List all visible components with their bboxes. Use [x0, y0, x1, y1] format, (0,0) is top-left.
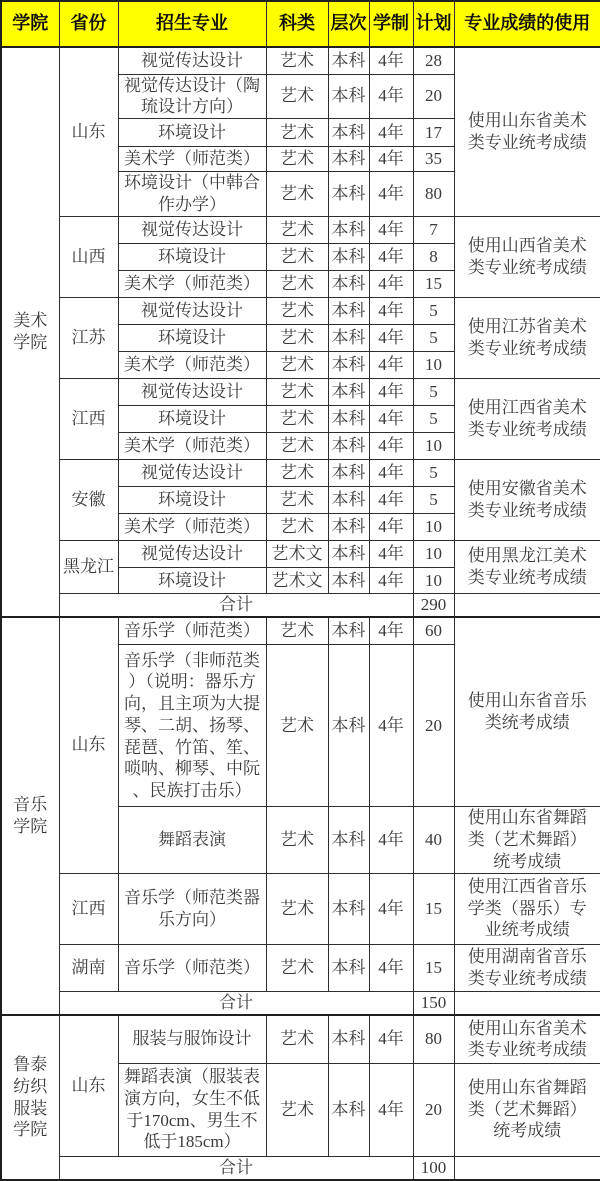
- table-row: [1, 217, 600, 244]
- plan-cell: 35: [413, 147, 454, 172]
- duration-cell: 4年: [369, 352, 413, 379]
- category-cell: 艺术文: [266, 568, 328, 594]
- level-cell: 本科: [328, 460, 369, 487]
- major-cell: 环境设计: [118, 487, 266, 514]
- duration-cell: 4年: [369, 379, 413, 406]
- level-cell: 本科: [328, 807, 369, 873]
- score-use-cell: 使用江苏省美术类专业统考成绩: [454, 298, 600, 379]
- total-plan-cell: 150: [413, 991, 454, 1015]
- duration-cell: 4年: [369, 172, 413, 217]
- major-cell: 环境设计: [118, 325, 266, 352]
- empty-cell: [454, 991, 600, 1015]
- category-cell: 艺术: [266, 172, 328, 217]
- level-cell: 本科: [328, 514, 369, 541]
- category-cell: 艺术: [266, 944, 328, 991]
- category-cell: 艺术: [266, 74, 328, 119]
- plan-cell: 10: [413, 433, 454, 460]
- score-use-cell: 使用江西省音乐学类（器乐）专业统考成绩: [454, 873, 600, 944]
- table-row: [1, 460, 600, 487]
- college-cell: 鲁泰纺织服装学院: [1, 1015, 59, 1180]
- table-row: [1, 944, 600, 991]
- plan-cell: 15: [413, 271, 454, 298]
- level-cell: 本科: [328, 325, 369, 352]
- major-cell: 美术学（师范类）: [118, 352, 266, 379]
- level-cell: 本科: [328, 147, 369, 172]
- province-cell: 山西: [59, 217, 118, 298]
- duration-cell: 4年: [369, 147, 413, 172]
- duration-cell: 4年: [369, 541, 413, 568]
- province-cell: 山东: [59, 617, 118, 873]
- category-cell: 艺术: [266, 873, 328, 944]
- plan-cell: 80: [413, 172, 454, 217]
- category-cell: 艺术: [266, 807, 328, 873]
- total-row: [1, 594, 600, 617]
- major-cell: 视觉传达设计: [118, 47, 266, 74]
- duration-cell: 4年: [369, 433, 413, 460]
- major-cell: 美术学（师范类）: [118, 433, 266, 460]
- college-cell: 音乐学院: [1, 617, 59, 1015]
- table-row: [1, 298, 600, 325]
- level-cell: 本科: [328, 541, 369, 568]
- level-cell: 本科: [328, 433, 369, 460]
- province-cell: 山东: [59, 47, 118, 217]
- duration-cell: 4年: [369, 298, 413, 325]
- plan-cell: 7: [413, 217, 454, 244]
- table-row: [1, 47, 600, 74]
- level-cell: 本科: [328, 944, 369, 991]
- plan-cell: 40: [413, 807, 454, 873]
- level-cell: 本科: [328, 74, 369, 119]
- score-use-cell: 使用山东省美术类专业统考成绩: [454, 1015, 600, 1063]
- header-level: 层次: [328, 1, 369, 47]
- header-score-use: 专业成绩的使用: [454, 1, 600, 47]
- major-cell: 视觉传达设计: [118, 379, 266, 406]
- province-cell: 湖南: [59, 944, 118, 991]
- duration-cell: 4年: [369, 514, 413, 541]
- plan-cell: 10: [413, 514, 454, 541]
- category-cell: 艺术: [266, 298, 328, 325]
- category-cell: 艺术: [266, 460, 328, 487]
- plan-cell: 5: [413, 406, 454, 433]
- province-cell: 黑龙江: [59, 541, 118, 594]
- level-cell: 本科: [328, 119, 369, 147]
- duration-cell: 4年: [369, 325, 413, 352]
- plan-cell: 10: [413, 568, 454, 594]
- total-row: [1, 991, 600, 1015]
- header-duration: 学制: [369, 1, 413, 47]
- major-cell: 环境设计: [118, 119, 266, 147]
- category-cell: 艺术: [266, 645, 328, 807]
- duration-cell: 4年: [369, 47, 413, 74]
- level-cell: 本科: [328, 873, 369, 944]
- plan-cell: 80: [413, 1015, 454, 1063]
- plan-cell: 5: [413, 487, 454, 514]
- table-row: [1, 1015, 600, 1063]
- category-cell: 艺术: [266, 47, 328, 74]
- province-cell: 江苏: [59, 298, 118, 379]
- plan-cell: 8: [413, 244, 454, 271]
- province-cell: 江西: [59, 873, 118, 944]
- duration-cell: 4年: [369, 217, 413, 244]
- score-use-cell: 使用安徽省美术类专业统考成绩: [454, 460, 600, 541]
- table-row: [1, 541, 600, 568]
- level-cell: 本科: [328, 298, 369, 325]
- category-cell: 艺术: [266, 217, 328, 244]
- plan-cell: 60: [413, 617, 454, 645]
- duration-cell: 4年: [369, 460, 413, 487]
- level-cell: 本科: [328, 379, 369, 406]
- major-cell: 视觉传达设计: [118, 541, 266, 568]
- plan-cell: 5: [413, 298, 454, 325]
- duration-cell: 4年: [369, 74, 413, 119]
- header-major: 招生专业: [118, 1, 266, 47]
- level-cell: 本科: [328, 568, 369, 594]
- level-cell: 本科: [328, 617, 369, 645]
- major-cell: 音乐学（师范类）: [118, 944, 266, 991]
- level-cell: 本科: [328, 487, 369, 514]
- category-cell: 艺术文: [266, 541, 328, 568]
- level-cell: 本科: [328, 1063, 369, 1156]
- score-use-cell: 使用江西省美术类专业统考成绩: [454, 379, 600, 460]
- plan-cell: 5: [413, 460, 454, 487]
- duration-cell: 4年: [369, 944, 413, 991]
- category-cell: 艺术: [266, 617, 328, 645]
- major-cell: 美术学（师范类）: [118, 147, 266, 172]
- major-cell: 环境设计（中韩合作办学）: [118, 172, 266, 217]
- duration-cell: 4年: [369, 1063, 413, 1156]
- plan-cell: 10: [413, 352, 454, 379]
- plan-cell: 20: [413, 1063, 454, 1156]
- category-cell: 艺术: [266, 514, 328, 541]
- total-plan-cell: 100: [413, 1156, 454, 1180]
- score-use-cell: 使用山东省美术类专业统考成绩: [454, 47, 600, 217]
- major-cell: 音乐学（师范类器乐方向）: [118, 873, 266, 944]
- duration-cell: 4年: [369, 645, 413, 807]
- category-cell: 艺术: [266, 325, 328, 352]
- province-cell: 安徽: [59, 460, 118, 541]
- score-use-cell: 使用山西省美术类专业统考成绩: [454, 217, 600, 298]
- duration-cell: 4年: [369, 271, 413, 298]
- major-cell: 视觉传达设计: [118, 217, 266, 244]
- duration-cell: 4年: [369, 487, 413, 514]
- plan-cell: 20: [413, 645, 454, 807]
- major-cell: 美术学（师范类）: [118, 514, 266, 541]
- plan-cell: 15: [413, 944, 454, 991]
- level-cell: 本科: [328, 172, 369, 217]
- duration-cell: 4年: [369, 807, 413, 873]
- category-cell: 艺术: [266, 406, 328, 433]
- major-cell: 服装与服饰设计: [118, 1015, 266, 1063]
- score-use-cell: 使用山东省音乐类统考成绩: [454, 617, 600, 807]
- major-cell: 视觉传达设计: [118, 298, 266, 325]
- level-cell: 本科: [328, 271, 369, 298]
- total-label-cell: 合计: [59, 1156, 413, 1180]
- major-cell: 环境设计: [118, 244, 266, 271]
- major-cell: 舞蹈表演（服装表演方向，女生不低于170cm、男生不低于185cm）: [118, 1063, 266, 1156]
- empty-cell: [454, 1156, 600, 1180]
- score-use-cell: 使用黑龙江美术类专业统考成绩: [454, 541, 600, 594]
- category-cell: 艺术: [266, 1015, 328, 1063]
- major-cell: 环境设计: [118, 568, 266, 594]
- province-cell: 山东: [59, 1015, 118, 1156]
- category-cell: 艺术: [266, 433, 328, 460]
- plan-cell: 5: [413, 379, 454, 406]
- college-cell: 美术学院: [1, 47, 59, 617]
- level-cell: 本科: [328, 406, 369, 433]
- category-cell: 艺术: [266, 487, 328, 514]
- category-cell: 艺术: [266, 1063, 328, 1156]
- level-cell: 本科: [328, 645, 369, 807]
- major-cell: 视觉传达设计: [118, 460, 266, 487]
- duration-cell: 4年: [369, 873, 413, 944]
- category-cell: 艺术: [266, 352, 328, 379]
- plan-cell: 28: [413, 47, 454, 74]
- duration-cell: 4年: [369, 119, 413, 147]
- duration-cell: 4年: [369, 244, 413, 271]
- total-row: [1, 1156, 600, 1180]
- duration-cell: 4年: [369, 1015, 413, 1063]
- major-cell: 视觉传达设计（陶琉设计方向）: [118, 74, 266, 119]
- category-cell: 艺术: [266, 271, 328, 298]
- duration-cell: 4年: [369, 568, 413, 594]
- duration-cell: 4年: [369, 617, 413, 645]
- total-plan-cell: 290: [413, 594, 454, 617]
- score-use-cell: 使用湖南省音乐类专业统考成绩: [454, 944, 600, 991]
- category-cell: 艺术: [266, 119, 328, 147]
- major-cell: 美术学（师范类）: [118, 271, 266, 298]
- major-cell: 环境设计: [118, 406, 266, 433]
- major-cell: 舞蹈表演: [118, 807, 266, 873]
- category-cell: 艺术: [266, 147, 328, 172]
- major-cell: 音乐学（师范类）: [118, 617, 266, 645]
- plan-cell: 5: [413, 325, 454, 352]
- level-cell: 本科: [328, 352, 369, 379]
- category-cell: 艺术: [266, 244, 328, 271]
- total-label-cell: 合计: [59, 991, 413, 1015]
- table-row: [1, 617, 600, 645]
- level-cell: 本科: [328, 1015, 369, 1063]
- plan-cell: 15: [413, 873, 454, 944]
- province-cell: 江西: [59, 379, 118, 460]
- level-cell: 本科: [328, 244, 369, 271]
- plan-cell: 17: [413, 119, 454, 147]
- table-row: [1, 873, 600, 944]
- duration-cell: 4年: [369, 406, 413, 433]
- table-row: [1, 379, 600, 406]
- score-use-cell: 使用山东省舞蹈类（艺术舞蹈）统考成绩: [454, 1063, 600, 1156]
- header-plan: 计划: [413, 1, 454, 47]
- plan-cell: 20: [413, 74, 454, 119]
- header-college: 学院: [1, 1, 59, 47]
- plan-cell: 10: [413, 541, 454, 568]
- score-use-cell: 使用山东省舞蹈类（艺术舞蹈）统考成绩: [454, 807, 600, 873]
- level-cell: 本科: [328, 47, 369, 74]
- header-category: 科类: [266, 1, 328, 47]
- total-label-cell: 合计: [59, 594, 413, 617]
- major-cell: 音乐学（非师范类）（说明：器乐方向，且主项为大提琴、二胡、扬琴、琵琶、竹笛、笙、唢呐、柳琴、中阮、民族打击乐）: [118, 645, 266, 807]
- header-row: [1, 1, 600, 47]
- empty-cell: [454, 594, 600, 617]
- header-province: 省份: [59, 1, 118, 47]
- level-cell: 本科: [328, 217, 369, 244]
- category-cell: 艺术: [266, 379, 328, 406]
